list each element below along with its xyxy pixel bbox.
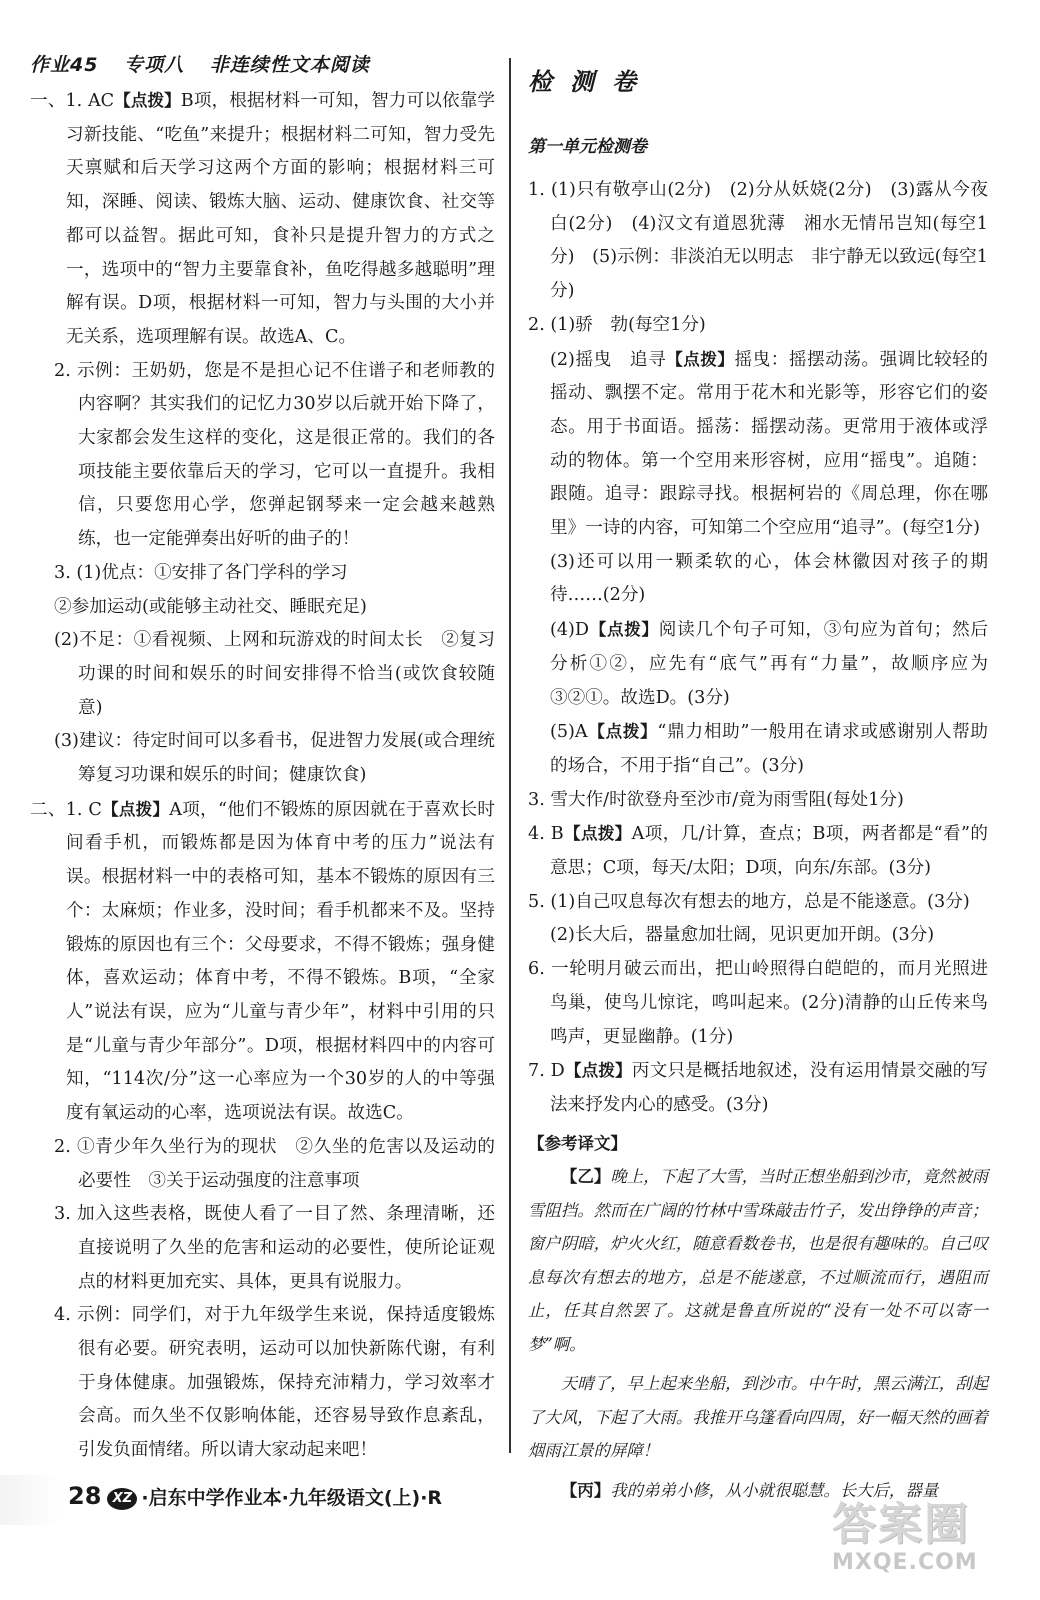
answer-text: 4. 示例：同学们，对于九年级学生来说，保持适度锻炼很有必要。研究表明，运动可以加快新陈代谢，有利于身体健康。加强锻炼，保持充沛精力，学习效率才会高。而久坐不仅影响体能，还容易导致作息紊乱，引发负面情绪。所以请大家动起来吧！ xyxy=(54,1305,495,1461)
answer-line xyxy=(528,715,988,783)
answer-text: B项，根据材料一可知，智力可以依靠学习新技能、“吃鱼”来提升；根据材料二可知，智力受先天禀赋和后天学习这两个方面的影响；根据材料三可知，深睡、阅读、锻炼大脑、运动、健康饮食、社交等都可以益智。据此可知，食补只是提升智力的方式之一，选项中的“智力主要靠食补，鱼吃得越多越聪明”理解有误。D项，根据材料一可知，智力与头围的大小并无关系，选项理解有误。故选A、C。 xyxy=(66,91,496,347)
book-title: ·启东中学作业本·九年级语文(上)·R xyxy=(141,1487,443,1509)
answer-line xyxy=(528,886,988,920)
answer-text: A项，几/计算，查点；B项，两者都是“看”的意思；C项，每天/太阳；D项，向东/东部。(3分) xyxy=(550,824,989,879)
passage-label: 【乙】 xyxy=(560,1167,611,1187)
hint-label: 【点拨】 xyxy=(564,1061,632,1081)
reference-translation xyxy=(528,1160,988,1507)
assignment-number: 作业45 xyxy=(30,54,99,76)
answer-line xyxy=(528,784,988,818)
translation-text: 我的弟弟小修，从小就很聪慧。长大后，器量 xyxy=(610,1480,939,1500)
passage-label: 【丙】 xyxy=(560,1480,611,1500)
test-section-title: 检测卷 xyxy=(528,68,654,96)
answer-text: 7. D xyxy=(528,1061,565,1082)
unit-test-title: 第一单元检测卷 xyxy=(528,137,647,157)
watermark-logo: 答案圈 xyxy=(832,1499,970,1550)
answer-line xyxy=(528,919,988,953)
translation-text: 晚上，下起了大雪，当时正想坐船到沙市，竟然被雨雪阻挡。然而在广阔的竹林中雪珠敲击竹子，发出铮铮的声音；窗户阴暗，炉火火红，随意看数卷书，也是很有趣味的。自己叹息每次有想去的地方，总是不能遂意，不过顺流而行，遇阻而止，任其自然罢了。这就是鲁直所说的“没有一处不可以寄一梦”啊。 xyxy=(528,1167,989,1354)
answer-line xyxy=(528,309,988,343)
answer-text: (3)建议：待定时间可以多看书，促进智力发展(或合理统筹复习功课和娱乐的时间；健康饮食) xyxy=(54,731,495,786)
right-answers xyxy=(528,174,988,1123)
answer-line xyxy=(30,624,495,725)
answer-text: 阅读几个句子可知，③句应为首句；然后分析①②，应先有“底气”再有“力量”，故顺序应为③②①。故选D。(3分) xyxy=(550,620,988,708)
translation-paragraph xyxy=(528,1160,988,1361)
xz-logo-icon: XZ xyxy=(107,1488,137,1510)
watermark xyxy=(832,1500,1012,1592)
answer-line xyxy=(528,953,988,1054)
answer-text: 1. (1)只有敬亭山(2分) (2)分从妖娆(2分) (3)露从今夜白(2分) (4)汉文有道恩犹薄 湘水无情吊岂知(每空1分) (5)示例：非淡泊无以明志 非宁静无以致远(每空1分) xyxy=(528,180,988,302)
answer-text: (2)摇曳 追寻 xyxy=(550,349,667,370)
answer-line xyxy=(30,1198,495,1299)
answer-text: 丙文只是概括地叙述，没有运用情景交融的写法来抒发内心的感受。(3分) xyxy=(550,1061,988,1115)
answer-text: 5. (1)自己叹息每次有想去的地方，总是不能遂意。(3分) xyxy=(528,891,970,912)
answer-text: 2. ①青少年久坐行为的现状 ②久坐的危害以及运动的必要性 ③关于运动强度的注意事项 xyxy=(54,1136,495,1191)
answer-line xyxy=(30,355,495,557)
answer-text: 4. B xyxy=(528,824,564,845)
answer-text: 2. 示例：王奶奶，您是不是担心记不住谱子和老师教的内容啊？其实我们的记忆力30岁以后就开始下降了，大家都会发生这样的变化，这是很正常的。我们的各项技能主要依靠后天的学习，它可以一直提升。我相信，只要您用心学，您弹起钢琴来一定会越来越熟练，也一定能弹奏出好听的曲子的！ xyxy=(54,360,495,550)
hint-label: 【点拨】 xyxy=(589,620,659,640)
answer-line xyxy=(528,817,988,885)
answer-line xyxy=(30,84,495,355)
answer-text: 3. 加入这些表格，既使人看了一目了然、条理清晰，还直接说明了久坐的危害和运动的必要性，使所论证观点的材料更加充实、具体，更具有说服力。 xyxy=(54,1204,495,1292)
answer-text: 摇曳：摇摆动荡。强调比较轻的摇动、飘摆不定。常用于花木和光影等，形容它们的姿态。用于书面语。摇荡：摇摆动荡。更常用于液体或浮动的物体。第一个空用来形容树，应用“摇曳”。追随：跟随。追寻：跟踪寻找。根据柯岩的《周总理，你在哪里》一诗的内容，可知第二个空应用“追寻”。(每空1分) xyxy=(550,349,988,539)
answer-text: (2)长大后，器量愈加壮阔，见识更加开朗。(3分) xyxy=(550,925,935,946)
answer-line xyxy=(528,174,988,309)
answer-line xyxy=(30,557,495,591)
answer-text: 2. (1)骄 勃(每空1分) xyxy=(528,314,706,335)
watermark-url: MXQE.COM xyxy=(832,1550,978,1575)
right-column xyxy=(528,62,988,1513)
answer-text: ②参加运动(或能够主动社交、睡眠充足) xyxy=(54,596,367,617)
answer-line xyxy=(30,725,495,792)
translation-paragraph xyxy=(528,1367,988,1468)
answer-text: “鼎力相助”一般用在请求或感谢别人帮助的场合，不用于指“自己”。(3分) xyxy=(550,722,989,776)
answer-text: 一、1. AC xyxy=(30,91,115,111)
left-column xyxy=(30,50,495,1468)
answer-line xyxy=(30,1131,495,1198)
translation-text: 天晴了，早上起来坐船，到沙市。中午时，黑云满江，刮起了大风，下起了大雨。我推开乌篷看向四周，好一幅天然的画着烟雨江景的屏障！ xyxy=(528,1374,988,1461)
answer-line xyxy=(528,343,988,546)
assignment-topic: 专项八 xyxy=(124,54,185,76)
assignment-header xyxy=(30,50,495,80)
answer-line xyxy=(30,591,495,625)
footer-strip xyxy=(0,1475,60,1525)
column-divider xyxy=(509,58,511,1453)
answer-text: 二、1. C xyxy=(30,799,102,820)
hint-label: 【点拨】 xyxy=(666,349,735,369)
hint-label: 【点拨】 xyxy=(563,824,632,844)
answer-text: A项，“他们不锻炼的原因就在于喜欢长时间看手机，而锻炼都是因为体育中考的压力”说法有误。根据材料一中的表格可知，基本不锻炼的原因有三个：太麻烦；作业多，没时间；看手机都来不及。坚持锻炼的原因也有三个：父母要求，不得不锻炼；强身健体，喜欢运动；体育中考，不得不锻炼。B项，“全家人”说法有误，应为“儿童与青少年”，材料中引用的只是“儿童与青少年部分”。D项，根据材料四中的内容可知，“114次/分”这一心率应为一个30岁的人的中等强度有氧运动的心率，选项说法有误。故选C。 xyxy=(66,799,496,1124)
answer-text: (3)还可以用一颗柔软的心，体会林徽因对孩子的期待……(2分) xyxy=(550,551,988,606)
page-number: 28 xyxy=(68,1482,102,1510)
answer-line xyxy=(30,1299,495,1468)
answer-line xyxy=(528,1054,988,1122)
answer-text: (2)不足：①看视频、上网和玩游戏的时间太长 ②复习功课的时间和娱乐的时间安排得不恰当(或饮食较随意) xyxy=(54,630,495,718)
hint-label: 【点拨】 xyxy=(587,722,658,742)
hint-label: 【点拨】 xyxy=(114,91,181,110)
reference-translation-heading: 【参考译文】 xyxy=(528,1133,627,1153)
page-footer xyxy=(68,1482,442,1510)
answer-text: (5)A xyxy=(550,722,588,743)
answer-line xyxy=(30,793,495,1131)
answer-text: 3. (1)优点：①安排了各门学科的学习 xyxy=(54,562,348,583)
assignment-subject: 非连续性文本阅读 xyxy=(209,54,370,76)
left-answers xyxy=(30,84,495,1468)
answer-line xyxy=(528,613,988,715)
answer-text: 3. 雪大作/时欲登舟至沙市/竟为雨雪阻(每处1分) xyxy=(528,789,904,810)
hint-label: 【点拨】 xyxy=(101,799,170,819)
answer-line xyxy=(528,546,988,613)
answer-text: (4)D xyxy=(550,620,590,641)
answer-text: 6. 一轮明月破云而出，把山岭照得白皑皑的，而月光照进鸟巢，使鸟儿惊诧，鸣叫起来。(2分)清静的山丘传来鸟鸣声，更显幽静。(1分) xyxy=(528,959,988,1047)
